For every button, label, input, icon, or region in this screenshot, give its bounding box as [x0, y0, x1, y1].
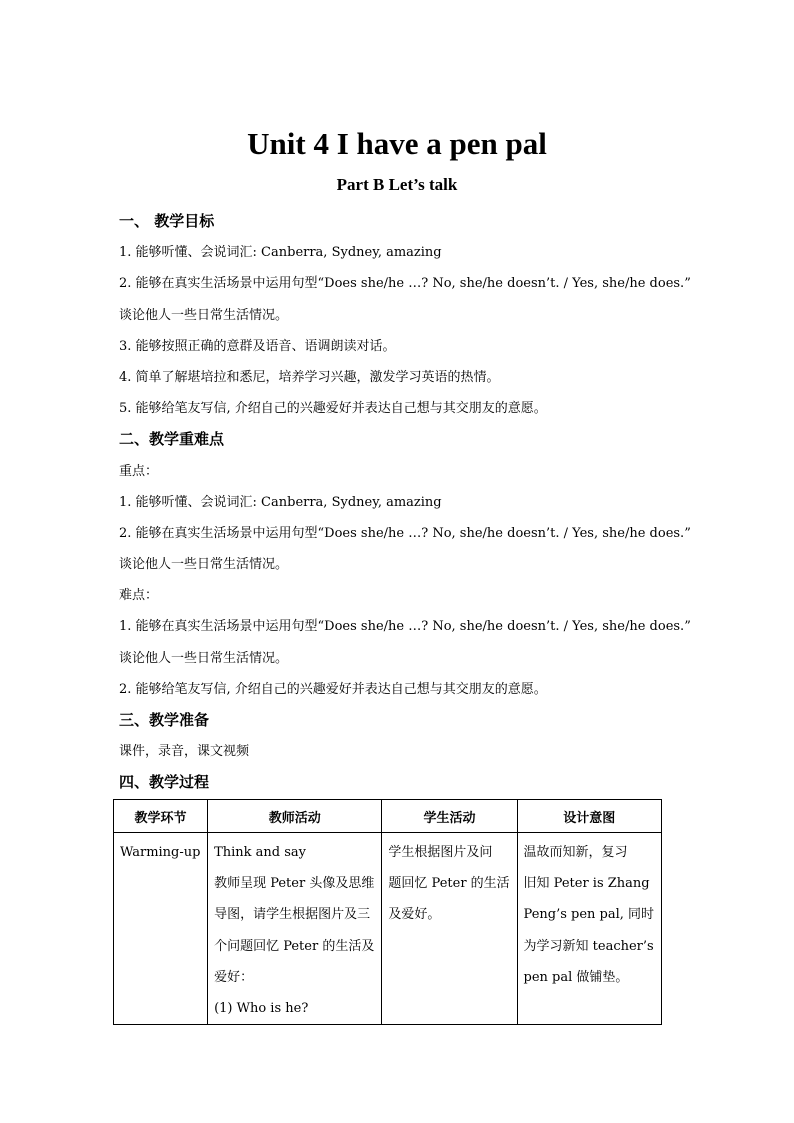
key-point-item: 2. 能够在真实生活场景中运用句型“Does she/he …? No, she/he doesn’t. / Yes, she/he does.”	[119, 525, 691, 541]
table-header-student: 学生活动	[382, 800, 517, 833]
difficult-point-item: 2. 能够给笔友写信, 介绍自己的兴趣爱好并表达自己想与其交朋友的意愿。	[119, 681, 547, 697]
cell-text: (1) Who is he?	[214, 1000, 309, 1016]
key-points-label: 重点：	[119, 463, 159, 479]
cell-stage	[114, 833, 208, 1025]
table-header-row	[114, 800, 662, 833]
cell-text: 学生根据图片及问	[388, 845, 493, 860]
table-row	[114, 833, 662, 1025]
difficult-point-item-continuation: 谈论他人一些日常生活情况。	[119, 650, 289, 666]
cell-text: 旧知 Peter is Zhang	[523, 876, 650, 892]
table-header-teacher: 教师活动	[208, 800, 382, 833]
cell-text: 温故而知新，复习	[523, 845, 628, 860]
cell-text: pen pal 做铺垫。	[523, 969, 629, 985]
document-title: Unit 4 I have a pen pal	[247, 126, 547, 161]
cell-teacher-activity	[208, 833, 382, 1025]
objective-item: 1. 能够听懂、会说词汇: Canberra, Sydney, amazing	[119, 245, 442, 261]
difficult-point-item: 1. 能够在真实生活场景中运用句型“Does she/he …? No, she/he doesn’t. / Yes, she/he does.”	[119, 619, 691, 635]
section-heading-key-points: 二、教学重难点	[119, 430, 225, 449]
cell-text: Think and say	[214, 845, 306, 860]
key-point-item-continuation: 谈论他人一些日常生活情况。	[119, 557, 289, 573]
key-point-item: 1. 能够听懂、会说词汇: Canberra, Sydney, amazing	[119, 494, 442, 510]
section-heading-preparation: 三、教学准备	[119, 711, 210, 729]
table-header-stage: 教学环节	[114, 800, 208, 833]
section-heading-process: 四、教学过程	[119, 773, 210, 792]
cell-text: 教师呈现 Peter 头像及思维	[214, 876, 375, 892]
cell-text: 爱好：	[214, 969, 254, 985]
cell-text: 导图，请学生根据图片及三	[214, 907, 371, 923]
table-header-purpose: 设计意图	[517, 800, 661, 833]
objective-item: 2. 能够在真实生活场景中运用句型“Does she/he …? No, she/he doesn’t. / Yes, she/he does.”	[119, 276, 691, 292]
difficult-points-label: 难点：	[119, 588, 159, 604]
cell-design-purpose	[517, 833, 661, 1025]
section-heading-objectives: 一、 教学目标	[119, 212, 215, 230]
objective-item: 5. 能够给笔友写信, 介绍自己的兴趣爱好并表达自己想与其交朋友的意愿。	[119, 401, 547, 417]
document-subtitle: Part B Let’s talk	[336, 175, 458, 194]
cell-text: 及爱好。	[388, 907, 441, 923]
cell-text: Peng’s pen pal, 同时	[523, 907, 655, 923]
cell-text: 个问题回忆 Peter 的生活及	[214, 938, 375, 954]
cell-text: 为学习新知 teacher’s	[523, 938, 654, 954]
objective-item: 3. 能够按照正确的意群及语音、语调朗读对话。	[119, 338, 396, 354]
preparation-content: 课件，录音，课文视频	[119, 744, 250, 760]
cell-text: Warming-up	[120, 845, 201, 860]
document-body	[119, 206, 691, 799]
cell-student-activity	[382, 833, 517, 1025]
objective-item-continuation: 谈论他人一些日常生活情况。	[119, 307, 289, 323]
objective-item: 4. 简单了解堪培拉和悉尼，培养学习兴趣，激发学习英语的热情。	[119, 369, 500, 385]
cell-text: 题回忆 Peter 的生活	[388, 876, 510, 892]
teaching-process-table	[113, 799, 662, 1025]
